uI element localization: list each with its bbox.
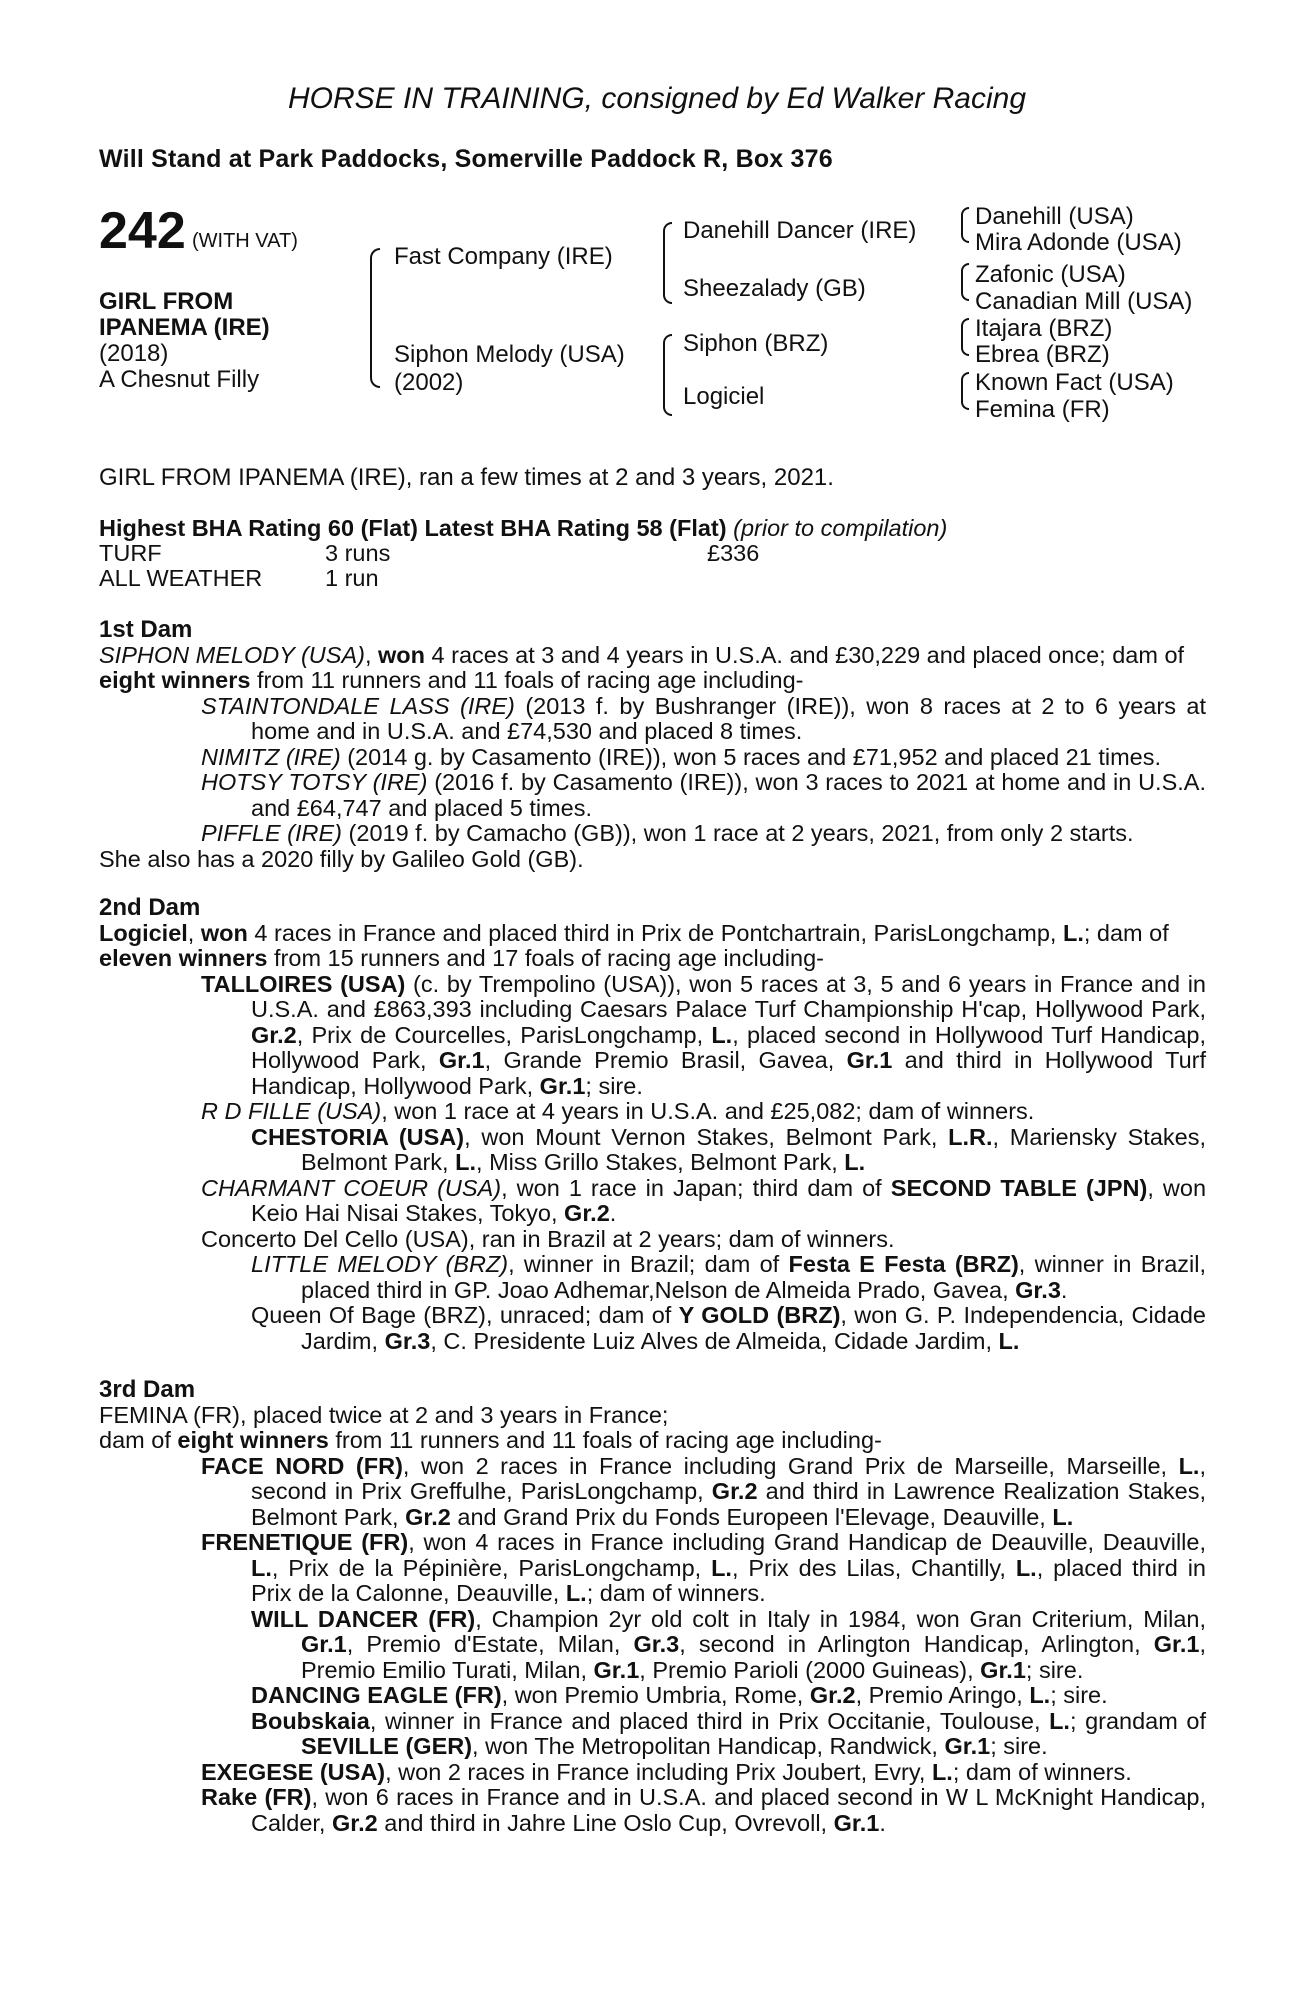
pedigree-brace-dd [961, 372, 969, 410]
bha-rating-note: (prior to compilation) [733, 515, 948, 541]
first-dam-heading: 1st Dam [99, 616, 193, 643]
pedigree-brace-sire [663, 222, 672, 304]
first-dam-text: SIPHON MELODY (USA), won 4 races at 3 and 4 years in U.S.A. and £30,229 and placed once; dam of eight winners from 11 runners and 11 foals of racing age including- [99, 641, 1185, 693]
first-dam-section [99, 617, 1206, 872]
third-dam-heading: 3rd Dam [99, 1376, 196, 1403]
pedigree-ssd: Mira Adonde (USA) [975, 229, 1182, 256]
list-item: LITTLE MELODY (BRZ), winner in Brazil; dam of Festa E Festa (BRZ), winner in Brazil, placed third in GP. Joao Adhemar,Nelson de Almeida Prado, Gavea, Gr.3. [251, 1251, 1206, 1303]
turf-label: TURF [99, 540, 162, 566]
aw-runs: 1 run [325, 565, 379, 591]
list-item: FRENETIQUE (FR), won 4 races in France including Grand Handicap de Deauville, Deauville, L., Prix de la Pépinière, ParisLongchamp, L., Prix des Lilas, Chantilly, L., placed third in Prix de la Calonne, Deauville, L.; dam of winners. [201, 1529, 1207, 1606]
list-item: Concerto Del Cello (USA), ran in Brazil at 2 years; dam of winners. [201, 1225, 895, 1252]
list-item: Boubskaia, winner in France and placed third in Prix Occitanie, Toulouse, L.; grandam of SEVILLE (GER), won The Metropolitan Handicap, Randwick, Gr.1; sire. [251, 1707, 1206, 1759]
second-dam-section [99, 895, 1206, 1354]
pedigree-dam-dam: Logiciel [683, 383, 765, 410]
pedigree-sire: Fast Company (IRE) [394, 243, 613, 270]
pedigree-brace-dam [663, 334, 672, 416]
pedigree-dam-year: (2002) [394, 369, 464, 396]
pedigree-dsd: Ebrea (BRZ) [975, 341, 1110, 368]
list-item: Rake (FR), won 6 races in France and in U.S.A. and placed second in W L McKnight Handicap, Calder, Gr.2 and third in Jahre Line Oslo Cup, Ovrevoll, Gr.1. [201, 1784, 1206, 1836]
foaling-year: (2018) [99, 340, 169, 367]
list-item: WILL DANCER (FR), Champion 2yr old colt in Italy in 1984, won Gran Criterium, Milan, Gr.1, Premio d'Estate, Milan, Gr.3, second in Arlington Handicap, Arlington, Gr.1, Premio Emilio Turati, Milan, Gr.1, Premio Parioli (2000 Guineas), Gr.1; sire. [251, 1605, 1206, 1683]
list-item: NIMITZ (IRE) (2014 g. by Casamento (IRE)), won 5 races and £71,952 and placed 21 times. [201, 743, 1162, 770]
bha-rating [99, 515, 947, 541]
list-item: DANCING EAGLE (FR), won Premio Umbria, Rome, Gr.2, Premio Aringo, L.; sire. [251, 1682, 1108, 1708]
pedigree-ddd: Femina (FR) [975, 396, 1110, 423]
lot-number: 242 [99, 202, 186, 260]
pedigree-dam-sire: Siphon (BRZ) [683, 330, 829, 357]
turf-prize: £336 [707, 540, 760, 566]
page-title: HORSE IN TRAINING, consigned by Ed Walker Racing [287, 82, 1027, 115]
second-dam-heading: 2nd Dam [99, 894, 201, 921]
horse-name-line2: IPANEMA (IRE) [99, 314, 270, 341]
pedigree-brace-main [370, 248, 380, 388]
pedigree-dds: Known Fact (USA) [975, 369, 1174, 396]
third-dam-section [99, 1377, 1206, 1836]
list-item: STAINTONDALE LASS (IRE) (2013 f. by Bushranger (IRE)), won 8 races at 2 to 6 years at home and in U.S.A. and £74,530 and placed 8 times. [201, 692, 1206, 744]
list-item: Queen Of Bage (BRZ), unraced; dam of Y GOLD (BRZ), won G. P. Independencia, Cidade Jardim, Gr.3, C. Presidente Luiz Alves de Almeida, Cidade Jardim, L. [251, 1302, 1206, 1354]
vat-label: (WITH VAT) [192, 230, 298, 252]
list-item: CHARMANT COEUR (USA), won 1 race in Japan; third dam of SECOND TABLE (JPN), won Keio Hai Nisai Stakes, Tokyo, Gr.2. [201, 1174, 1207, 1226]
aw-label: ALL WEATHER [99, 565, 263, 591]
pedigree-brace-ss [961, 207, 969, 243]
list-item: FACE NORD (FR), won 2 races in France including Grand Prix de Marseille, Marseille, L., second in Prix Greffulhe, ParisLongchamp, Gr.2 and third in Lawrence Realization Stakes, Belmont Park, Gr.2 and Grand Prix du Fonds Europeen l'Elevage, Deauville, L. [201, 1452, 1206, 1530]
list-item: R D FILLE (USA), won 1 race at 4 years in U.S.A. and £25,082; dam of winners. [201, 1098, 1035, 1124]
pedigree-dam: Siphon Melody (USA) [394, 341, 625, 368]
list-item: She also has a 2020 filly by Galileo Gold (GB). [99, 845, 584, 872]
pedigree-sdd: Canadian Mill (USA) [975, 288, 1193, 315]
pedigree-sss: Danehill (USA) [975, 203, 1134, 230]
pedigree-brace-ds [961, 318, 969, 356]
bha-rating-label: Highest BHA Rating 60 (Flat) Latest BHA Rating 58 (Flat) [99, 515, 727, 541]
stand-location: Will Stand at Park Paddocks, Somerville Paddock R, Box 376 [99, 145, 833, 173]
list-item: HOTSY TOTSY (IRE) (2016 f. by Casamento (IRE)), won 3 races to 2021 at home and in U.S.A. and £64,747 and placed 5 times. [201, 769, 1206, 821]
list-item: CHESTORIA (USA), won Mount Vernon Stakes, Belmont Park, L.R., Mariensky Stakes, Belmont Park, L., Miss Grillo Stakes, Belmont Park, L. [251, 1123, 1206, 1175]
pedigree-brace-sd [961, 263, 969, 301]
pedigree-sire-dam: Sheezalady (GB) [683, 275, 866, 302]
third-dam-text: FEMINA (FR), placed twice at 2 and 3 years in France; dam of eight winners from 11 runners and 11 foals of racing age including- [99, 1401, 882, 1453]
horse-name-line1: GIRL FROM [99, 288, 234, 315]
horse-description: A Chesnut Filly [99, 366, 260, 393]
pedigree-dss: Itajara (BRZ) [975, 315, 1113, 342]
pedigree-sds: Zafonic (USA) [975, 261, 1126, 288]
list-item: EXEGESE (USA), won 2 races in France including Prix Joubert, Evry, L.; dam of winners. [201, 1758, 1132, 1785]
turf-runs: 3 runs [325, 540, 391, 566]
pedigree-sire-sire: Danehill Dancer (IRE) [683, 217, 917, 244]
list-item: PIFFLE (IRE) (2019 f. by Camacho (GB)), won 1 race at 2 years, 2021, from only 2 starts. [201, 820, 1134, 846]
second-dam-text: Logiciel, won 4 races in France and placed third in Prix de Pontchartrain, ParisLongchamp, L.; dam of eleven winners from 15 runners and 17 foals of racing age including- [99, 919, 1169, 971]
list-item: TALLOIRES (USA) (c. by Trempolino (USA)), won 5 races at 3, 5 and 6 years in France and in U.S.A. and £863,393 including Caesars Palace Turf Championship H'cap, Hollywood Park, Gr.2, Prix de Courcelles, ParisLongchamp, L., placed second in Hollywood Turf Handicap, Hollywood Park, Gr.1, Grande Premio Brasil, Gavea, Gr.1 and third in Hollywood Turf Handicap, Hollywood Park, Gr.1; sire. [201, 970, 1207, 1099]
race-summary: GIRL FROM IPANEMA (IRE), ran a few times at 2 and 3 years, 2021. [99, 464, 834, 491]
